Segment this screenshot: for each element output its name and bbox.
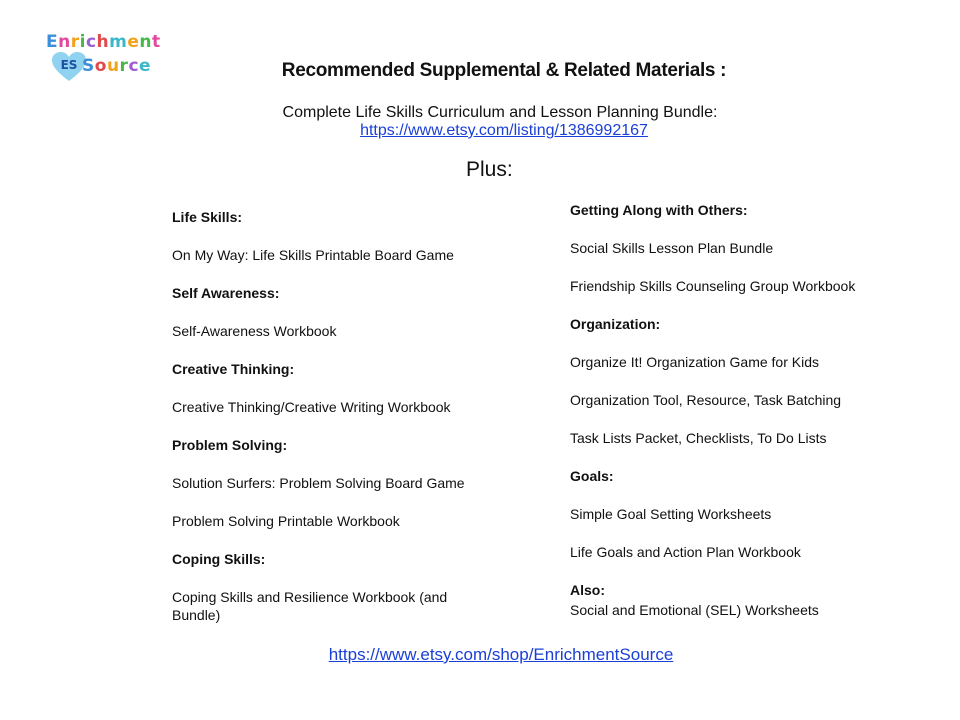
shop-link[interactable]: https://www.etsy.com/shop/EnrichmentSource: [328, 645, 674, 664]
logo-letter: n: [139, 32, 152, 52]
material-item: Self-Awareness Workbook: [172, 323, 337, 339]
category-heading: Self Awareness:: [172, 285, 280, 301]
material-item: Creative Thinking/Creative Writing Workbook: [172, 399, 451, 415]
material-item: Organization Tool, Resource, Task Batching: [570, 392, 842, 408]
material-item: Organize It! Organization Game for Kids: [570, 354, 819, 370]
category-heading: Organization:: [570, 316, 661, 332]
material-item: Social Skills Lesson Plan Bundle: [570, 240, 774, 256]
logo-letter: c: [128, 56, 140, 76]
material-item: Coping Skills and Resilience Workbook (and Bundle): [172, 589, 448, 623]
page-title: Recommended Supplemental & Related Materials :: [281, 60, 727, 81]
logo-letter: o: [94, 56, 107, 76]
material-item: Life Goals and Action Plan Workbook: [570, 544, 801, 560]
logo-letter: i: [79, 32, 86, 52]
category-heading: Life Skills:: [172, 209, 243, 225]
logo-letter: c: [85, 32, 97, 52]
material-item: Social and Emotional (SEL) Worksheets: [570, 602, 819, 618]
material-item: Problem Solving Printable Workbook: [172, 513, 400, 529]
material-item: Solution Surfers: Problem Solving Board Game: [172, 475, 465, 491]
logo-letter: h: [96, 32, 110, 52]
material-item: Task Lists Packet, Checklists, To Do Lists: [570, 430, 827, 446]
material-item: Simple Goal Setting Worksheets: [570, 506, 772, 522]
logo-letter: S: [82, 56, 95, 76]
logo-letter: n: [58, 32, 71, 52]
right-column: [570, 201, 910, 619]
category-heading: Getting Along with Others:: [570, 202, 748, 218]
logo-letter: r: [70, 32, 80, 52]
category-heading: Problem Solving:: [172, 437, 288, 453]
category-heading: Coping Skills:: [172, 551, 266, 567]
bundle-label: Complete Life Skills Curriculum and Lesson Planning Bundle:: [282, 104, 718, 121]
logo-letter: t: [152, 32, 161, 52]
left-column: [172, 208, 492, 624]
logo-wordmark-top: [46, 32, 161, 52]
logo-letter: E: [46, 32, 59, 52]
logo-letter: e: [139, 56, 152, 76]
category-heading: Creative Thinking:: [172, 361, 295, 377]
bundle-link[interactable]: https://www.etsy.com/listing/1386992167: [360, 122, 648, 139]
material-item: On My Way: Life Skills Printable Board Game: [172, 247, 454, 263]
logo-heart-text: ES: [60, 58, 78, 72]
plus-heading: Plus:: [466, 158, 513, 181]
logo-letter: u: [106, 56, 120, 76]
logo-letter: r: [119, 56, 129, 76]
logo-letter: e: [127, 32, 140, 52]
also-heading: Also:: [570, 582, 605, 598]
logo-letter: m: [109, 32, 128, 52]
category-heading: Goals:: [570, 468, 614, 484]
material-item: Friendship Skills Counseling Group Workbook: [570, 278, 856, 294]
